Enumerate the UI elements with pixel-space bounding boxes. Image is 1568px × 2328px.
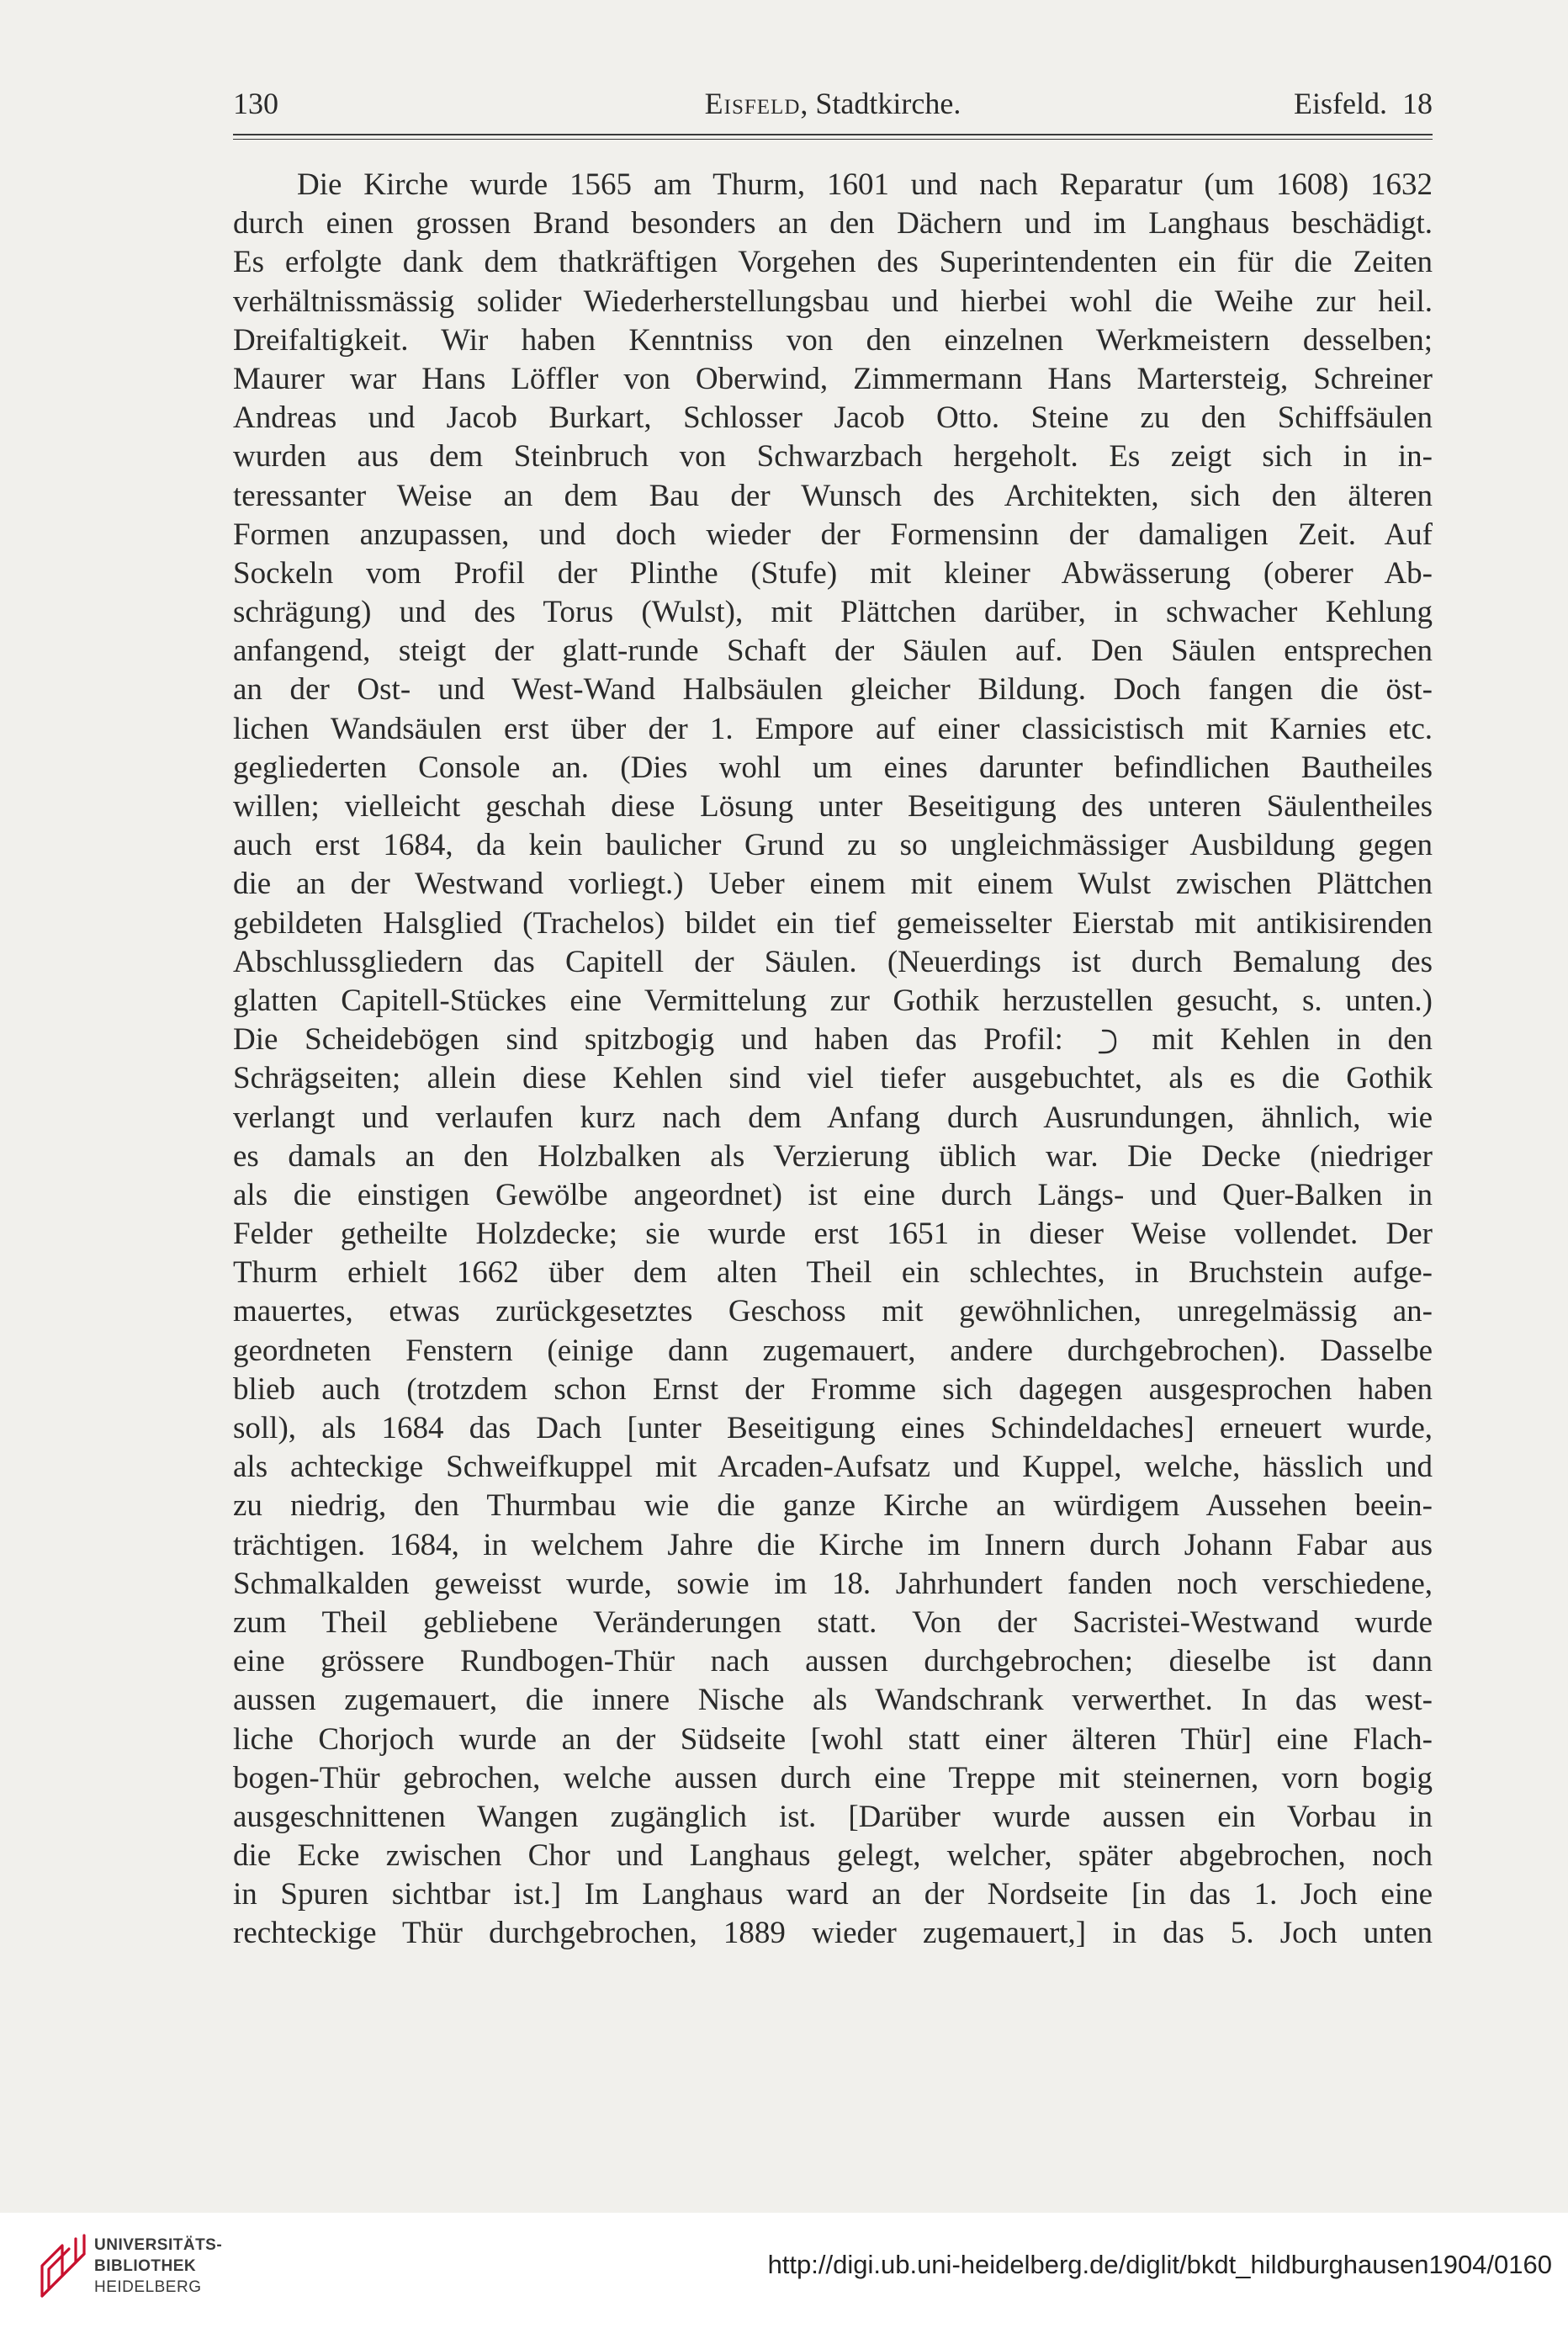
text-line: auch erst 1684, da kein baulicher Grund zu so ungleichmässiger Ausbildung gegen (233, 828, 1433, 863)
text-line: Felder getheilte Holzdecke; sie wurde erst 1651 in dieser Weise vollendet. Der (233, 1217, 1433, 1252)
text-line: mauertes, etwas zurückgesetztes Geschoss mit gewöhnlichen, unregelmässig an- (233, 1294, 1433, 1329)
text-line: durch einen grossen Brand besonders an den Dächern und im Langhaus beschädigt. (233, 206, 1433, 241)
text-line: lichen Wandsäulen erst über der 1. Empore auf einer classicistisch mit Karnies etc. (233, 711, 1433, 746)
text-line: Dreifaltigkeit. Wir haben Kenntniss von den einzelnen Werkmeistern desselben; (233, 322, 1433, 358)
text-line: anfangend, steigt der glatt-runde Schaft der Säulen auf. Den Säulen entsprechen (233, 634, 1433, 669)
profile-line-after: mit Kehlen in den (1152, 1022, 1433, 1058)
text-line: wurden aus dem Steinbruch von Schwarzbach hergeholt. Es zeigt sich in in- (233, 439, 1433, 475)
text-line: die an der Westwand vorliegt.) Ueber einem mit einem Wulst zwischen Plättchen (233, 867, 1433, 902)
text-line: gegliederten Console an. (Dies wohl um eines darunter befindlichen Bautheiles (233, 750, 1433, 785)
running-title-rest: , Stadtkirche. (800, 87, 961, 120)
text-line: soll), als 1684 das Dach [unter Beseitigung eines Schindeldaches] erneuert wurde, (233, 1411, 1433, 1445)
running-header (233, 84, 1433, 123)
text-line: Die Kirche wurde 1565 am Thurm, 1601 und nach Reparatur (um 1608) 1632 (297, 167, 1433, 202)
text-line: ausgeschnittenen Wangen zugänglich ist. [Darüber wurde aussen ein Vorbau in (233, 1799, 1433, 1834)
text-line: eine grössere Rundbogen-Thür nach aussen durchgebrochen; dieselbe ist dann (233, 1644, 1433, 1679)
text-line: schrägung) und des Torus (Wulst), mit Plättchen darüber, in schwacher Kehlung (233, 595, 1433, 630)
text-line: blieb auch (trotzdem schon Ernst der Fromme sich dagegen ausgesprochen haben (233, 1371, 1433, 1407)
text-line: liche Chorjoch wurde an der Südseite [wohl statt einer älteren Thür] eine Flach- (233, 1721, 1433, 1757)
running-title-place: Eisfeld (704, 87, 801, 120)
text-line: an der Ost- und West-Wand Halbsäulen gleicher Bildung. Doch fangen die öst- (233, 672, 1433, 708)
footer-band (0, 2213, 1568, 2328)
library-name-line3: HEIDELBERG (94, 2278, 202, 2296)
text-line: trächtigen. 1684, in welchem Jahre die Kirche im Innern durch Johann Fabar aus (233, 1527, 1433, 1562)
text-line: rechteckige Thür durchgebrochen, 1889 wieder zugemauert,] in das 5. Joch unten (233, 1916, 1433, 1951)
text-line: als achteckige Schweifkuppel mit Arcaden-Aufsatz und Kuppel, welche, hässlich und (233, 1450, 1433, 1485)
text-line: gebildeten Halsglied (Trachelos) bildet ein tief gemeisselter Eierstab mit antikisirenden (233, 905, 1433, 941)
text-line: Schrägseiten; allein diese Kehlen sind viel tiefer ausgebuchtet, als es die Gothik (233, 1061, 1433, 1096)
section-number: Eisfeld. 18 (1294, 87, 1433, 120)
text-line: Es erfolgte dank dem thatkräftigen Vorgehen des Superintendenten ein für die Zeiten (233, 245, 1433, 280)
running-title (233, 84, 1433, 123)
text-line: es damals an den Holzbalken als Verzierung üblich war. Die Decke (niedriger (233, 1138, 1433, 1174)
text-line: Andreas und Jacob Burkart, Schlosser Jacob Otto. Steine zu den Schiffsäulen (233, 400, 1433, 436)
text-line: geordneten Fenstern (einige dann zugemauert, andere durchgebrochen). Dasselbe (233, 1333, 1433, 1368)
profile-moulding-icon (1095, 1027, 1120, 1056)
digitization-url: http://digi.ub.uni-heidelberg.de/diglit/bkdt_hildburghausen1904/0160 (767, 2250, 1552, 2279)
text-line: zu niedrig, den Thurmbau wie die ganze Kirche an würdigem Aussehen beein- (233, 1488, 1433, 1524)
text-line: aussen zugemauert, die innere Nische als Wandschrank verwerthet. In das west- (233, 1683, 1433, 1718)
text-line: Schmalkalden geweisst wurde, sowie im 18. Jahrhundert fanden noch verschiedene, (233, 1566, 1433, 1601)
text-line: Formen anzupassen, und doch wieder der Formensinn der damaligen Zeit. Auf (233, 517, 1433, 552)
page-number: 130 (233, 87, 278, 120)
text-line: zum Theil gebliebene Veränderungen statt. Von der Sacristei-Westwand wurde (233, 1604, 1433, 1640)
library-name-line2: BIBLIOTHEK (94, 2257, 197, 2275)
text-line-profile (233, 1021, 1433, 1059)
profile-line-before: Die Scheidebögen sind spitzbogig und haben das Profil: (233, 1022, 1063, 1058)
text-line: Maurer war Hans Löffler von Oberwind, Zimmermann Hans Martersteig, Schreiner (233, 361, 1433, 396)
text-line: glatten Capitell-Stückes eine Vermittelung zur Gothik herzustellen gesucht, s. unten.) (233, 983, 1433, 1018)
library-name (94, 2235, 222, 2298)
header-double-rule (233, 134, 1433, 140)
text-line: willen; vielleicht geschah diese Lösung unter Beseitigung des unteren Säulentheiles (233, 789, 1433, 824)
text-line: verlangt und verlaufen kurz nach dem Anfang durch Ausrundungen, ähnlich, wie (233, 1100, 1433, 1135)
text-line: in Spuren sichtbar ist.] Im Langhaus ward an der Nordseite [in das 1. Joch eine (233, 1877, 1433, 1912)
text-line: bogen-Thür gebrochen, welche aussen durch eine Treppe mit steinernen, vorn bogig (233, 1760, 1433, 1795)
text-line: verhältnissmässig solider Wiederherstellungsbau und hierbei wohl die Weihe zur heil. (233, 284, 1433, 319)
library-logo-icon (37, 2232, 91, 2299)
text-line: die Ecke zwischen Chor und Langhaus gelegt, welcher, später abgebrochen, noch (233, 1838, 1433, 1874)
text-line: als die einstigen Gewölbe angeordnet) ist eine durch Längs- und Quer-Balken in (233, 1177, 1433, 1212)
text-line: Sockeln vom Profil der Plinthe (Stufe) mit kleiner Abwässerung (oberer Ab- (233, 555, 1433, 591)
text-line: Abschlussgliedern das Capitell der Säulen. (Neuerdings ist durch Bemalung des (233, 944, 1433, 979)
text-line: Thurm erhielt 1662 über dem alten Theil ein schlechtes, in Bruchstein aufge- (233, 1255, 1433, 1291)
text-line: teressanter Weise an dem Bau der Wunsch des Architekten, sich den älteren (233, 478, 1433, 513)
library-name-line1: UNIVERSITÄTS- (94, 2236, 223, 2254)
body-text (233, 166, 1433, 1954)
